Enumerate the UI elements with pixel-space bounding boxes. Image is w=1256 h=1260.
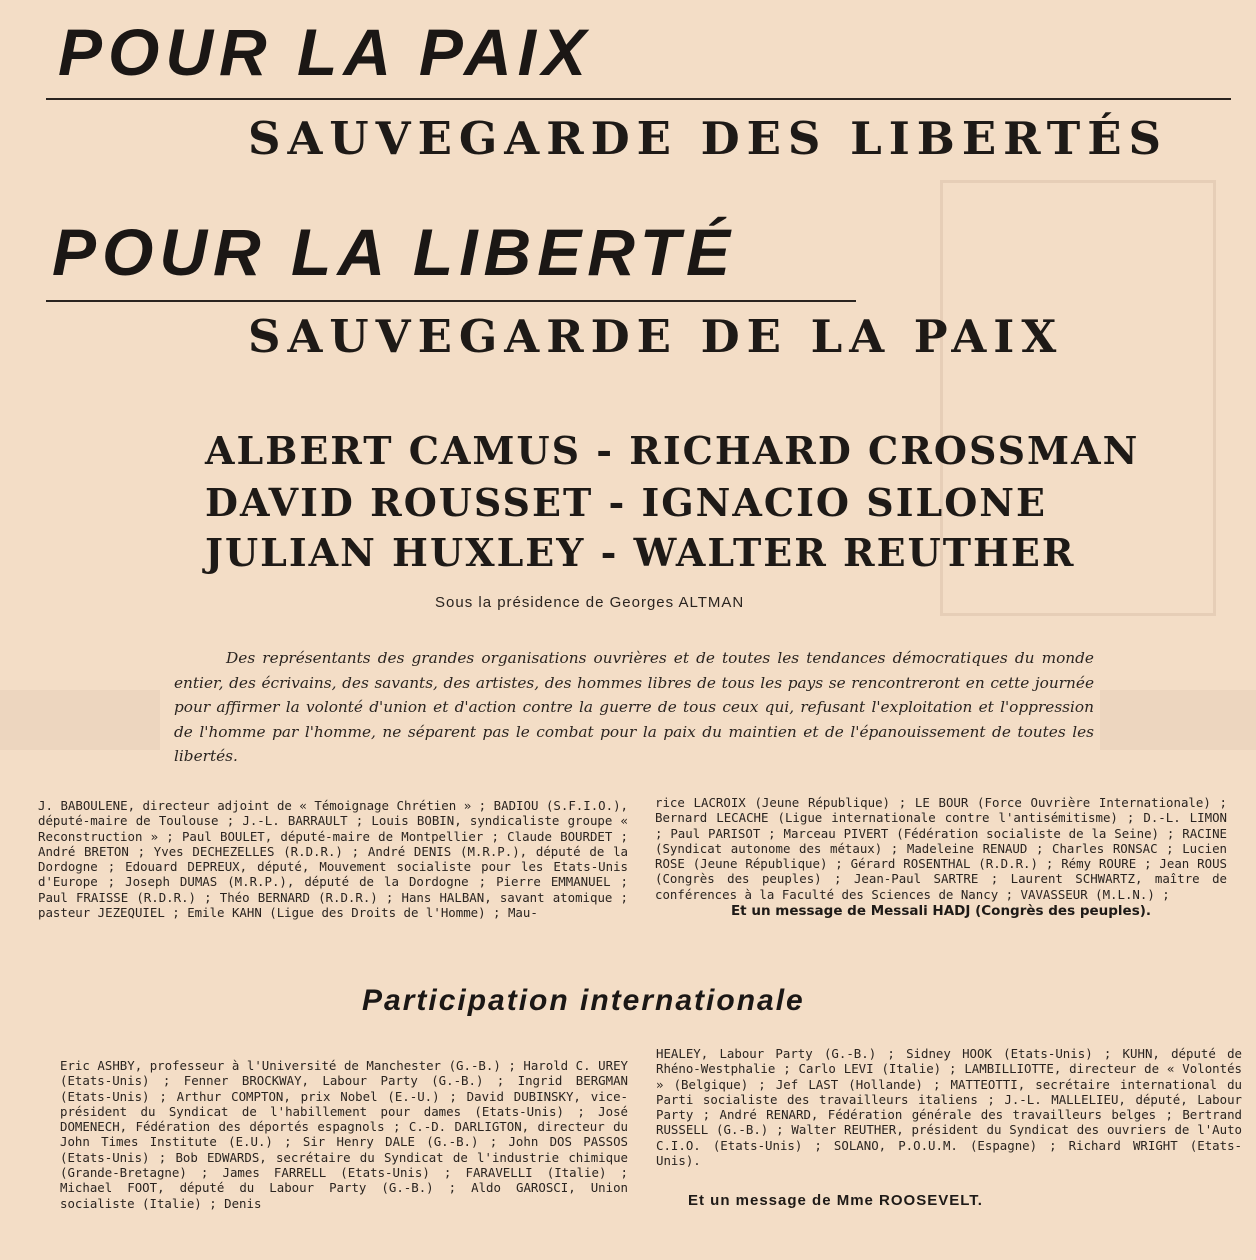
speakers-line-3: JULIAN HUXLEY - WALTER REUTHER [205,530,1076,575]
international-participants-left: Eric ASHBY, professeur à l'Université de Manchester (G.-B.) ; Harold C. UREY (Etats-Unis) ; Fenner BROCKWAY, Labour Party (G.-B.) ; Ingrid BERGMAN (Etats-Unis) ; Arthur COMPTON, prix Nobel (E.-U.) ; David DUBINSKY, vice-président du Syndicat de l'habillement pour dames (Etats-Unis) ; José DOMENECH, Fédération des déportés espagnols ; C.-D. DARLIGTON, directeur du John Times Institute (E.U.) ; Sir Henry DALE (G.-B.) ; John DOS PASSOS (Etats-Unis) ; Bob EDWARDS, secrétaire du Syndicat de l'industrie chimique (Grande-Bretagne) ; James FARRELL (Etats-Unis) ; FARAVELLI (Italie) ; Michael FOOT, député du Labour Party (G.-B.) ; Aldo GAROSCI, Union socialiste (Italie) ; Denis [60,1058,628,1211]
speakers-line-2: DAVID ROUSSET - IGNACIO SILONE [205,480,1047,525]
headline-pour-la-paix: POUR LA PAIX [58,15,593,89]
presidency-line: Sous la présidence de Georges ALTMAN [435,594,745,611]
french-participants-right-block [655,795,1227,919]
speakers-line-1: ALBERT CAMUS - RICHARD CROSSMAN [205,428,1140,473]
message-mme-roosevelt: Et un message de Mme ROOSEVELT. [688,1192,983,1209]
headline-pour-la-liberte: POUR LA LIBERTÉ [52,215,737,289]
bleed-through-band-right [1100,690,1256,750]
bleed-through-band [0,690,160,750]
international-participants-right: HEALEY, Labour Party (G.-B.) ; Sidney HOOK (Etats-Unis) ; KUHN, député de Rhéno-Westphalie ; Carlo LEVI (Italie) ; LAMBILLIOTTE, directeur de « Volontés » (Belgique) ; Jef LAST (Hollande) ; MATTEOTTI, secrétaire international du Parti socialiste des travailleurs italiens ; J.-L. MALLELIEU, député, Labour Party ; André RENARD, Fédération générale des travailleurs belges ; Bertrand RUSSELL (G.-B.) ; Walter REUTHER, président du Syndicat des ouvriers de l'Auto C.I.O. (Etats-Unis) ; SOLANO, P.O.U.M. (Espagne) ; Richard WRIGHT (Etats-Unis). [656,1046,1242,1169]
subhead-sauvegarde-des-libertes: SAUVEGARDE DES LIBERTÉS [248,112,1169,165]
message-messali-hadj: Et un message de Messali HADJ (Congrès des peuples). [730,903,1152,920]
french-participants-right: rice LACROIX (Jeune République) ; LE BOUR (Force Ouvrière Internationale) ; Bernard LECACHE (Ligue internationale contre l'antisémitisme) ; D.-L. LIMON ; Paul PARISOT ; Marceau PIVERT (Fédération socialiste de la Seine) ; RACINE (Syndicat autonome des métaux) ; Madeleine RENAUD ; Charles RONSAC ; Lucien ROSE (Jeune République) ; Gérard ROSENTHAL (R.D.R.) ; Rémy ROURE ; Jean ROUS (Congrès des peuples) ; Jean-Paul SARTRE ; Laurent SCHWARTZ, maître de conférences à la Faculté des Sciences de Nancy ; VAVASSEUR (M.L.N.) ; [655,795,1227,902]
headline-1-underline [46,98,1231,100]
section-title-participation-internationale: Participation internationale [362,984,805,1017]
intro-paragraph: Des représentants des grandes organisations ouvrières et de toutes les tendances démocratiques du monde entier, des écrivains, des savants, des artistes, des hommes libres de tous les pays se rencontreront en cette journée pour affirmer la volonté d'union et d'action contre la guerre de tous ceux qui, refusant l'exploitation et l'oppression de l'homme par l'homme, ne séparent pas le combat pour la paix du maintien et de l'épanouissement de toutes les libertés. [174,649,1094,765]
subhead-sauvegarde-de-la-paix: SAUVEGARDE DE LA PAIX [248,310,1064,363]
headline-2-underline [46,300,856,302]
french-participants-left: J. BABOULENE, directeur adjoint de « Témoignage Chrétien » ; BADIOU (S.F.I.O.), député-maire de Toulouse ; J.-L. BARRAULT ; Louis BOBIN, syndicaliste groupe « Reconstruction » ; Paul BOULET, député-maire de Montpellier ; Claude BOURDET ; André BRETON ; Yves DECHEZELLES (R.D.R.) ; André DENIS (M.R.P.), député de la Dordogne ; Edouard DEPREUX, député, Mouvement socialiste pour les Etats-Unis d'Europe ; Joseph DUMAS (M.R.P.), député de la Dordogne ; Pierre EMMANUEL ; Paul FRAISSE (R.D.R.) ; Théo BERNARD (R.D.R.) ; Hans HALBAN, savant atomique ; pasteur JEZEQUIEL ; Emile KAHN (Ligue des Droits de l'Homme) ; Mau- [38,798,628,921]
